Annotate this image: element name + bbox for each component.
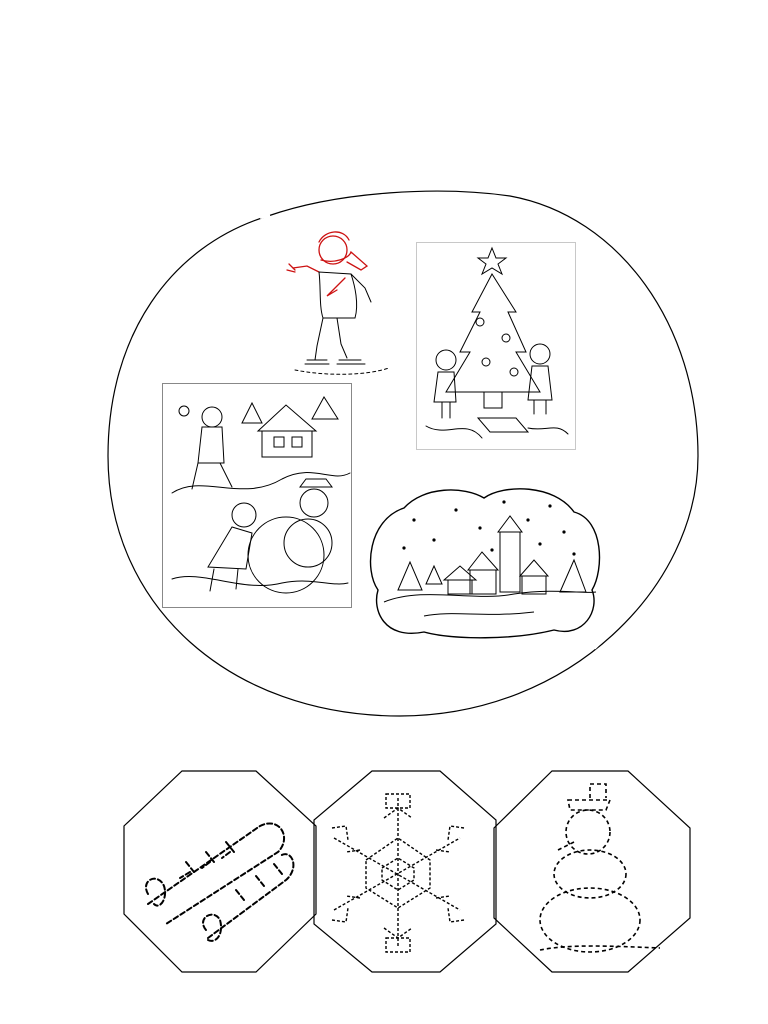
snowman-dotted-drawing	[540, 784, 660, 952]
dot-puzzle-row	[120, 768, 695, 978]
sled-dotted-drawing	[146, 823, 293, 940]
skater-girl-drawing	[285, 226, 395, 376]
snowy-village-drawing	[364, 480, 604, 646]
christmas-tree-drawing	[416, 242, 576, 450]
snow-play-drawing	[162, 383, 352, 608]
snowflake-dotted-drawing	[332, 794, 464, 952]
snowman-octagon	[494, 771, 690, 972]
sled-octagon	[124, 771, 316, 972]
snowflake-octagon	[314, 771, 496, 972]
